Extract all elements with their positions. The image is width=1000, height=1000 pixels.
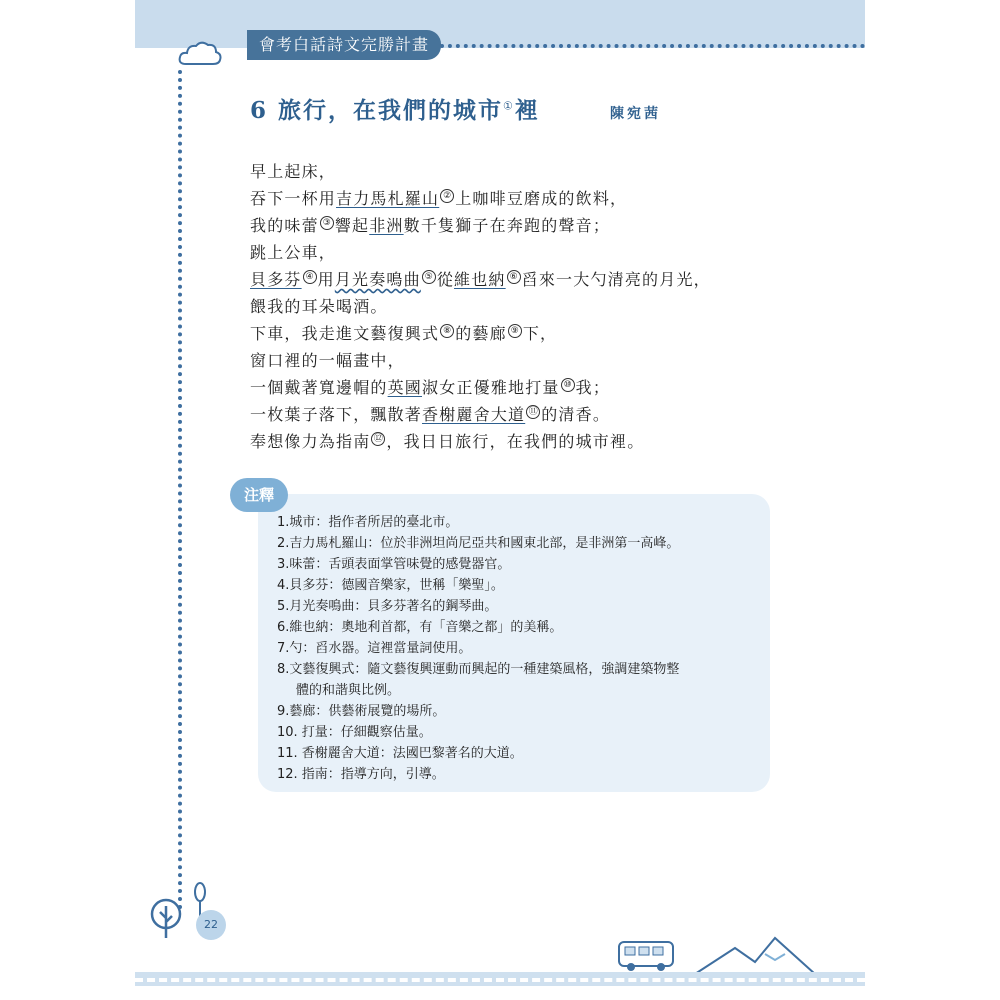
poem-line [250, 158, 711, 185]
left-dotted-line [178, 70, 182, 910]
poem-text: 的清香。 [541, 405, 611, 424]
poem-line [250, 266, 711, 293]
poem-text: 早上起床， [250, 162, 337, 181]
place-name: 香榭麗舍大道 [422, 405, 526, 424]
poem-text: 一個戴著寬邊帽的 [250, 378, 388, 397]
poem-text: 數千隻獅子在奔跑的聲音； [403, 216, 611, 235]
poem-line [250, 347, 711, 374]
note-item: 6.維也納：奧地利首都，有「音樂之都」的美稱。 [277, 620, 563, 635]
note-marker: ③ [320, 216, 334, 230]
note-marker: ⑨ [508, 324, 522, 338]
note-marker: ⑥ [507, 270, 521, 284]
note-marker: ⑫ [371, 432, 385, 446]
note-marker: ② [440, 189, 454, 203]
note-marker: ⑩ [561, 378, 575, 392]
note-item: 5.月光奏鳴曲：貝多芬著名的鋼琴曲。 [277, 599, 498, 614]
poem-text: 的藝廊 [455, 324, 507, 343]
poem-line [250, 239, 711, 266]
poem-line [250, 374, 711, 401]
note-item: 12. 指南：指導方向，引導。 [277, 767, 445, 782]
poem-line [250, 293, 711, 320]
series-title: 會考白話詩文完勝計畫 [247, 30, 441, 60]
footer-dashed-line [135, 978, 865, 982]
place-name: 非洲 [369, 216, 404, 235]
note-item: 4.貝多芬：德國音樂家，世稱「樂聖」。 [277, 578, 504, 593]
poem-text: 舀來一大勺清亮的月光， [521, 270, 711, 289]
poem-line [250, 185, 711, 212]
poem-text: 吞下一杯用 [250, 189, 337, 208]
note-item: 1.城市：指作者所居的臺北市。 [277, 515, 459, 530]
person-name: 貝多芬 [250, 270, 302, 289]
title-tail: 裡 [514, 97, 540, 124]
poem-body [250, 158, 711, 455]
title-text: 6 旅行，在我們的城市 [250, 97, 504, 124]
poem-text: 淑女正優雅地打量 [422, 378, 560, 397]
page-title [250, 92, 540, 125]
title-note: ① [503, 99, 515, 113]
note-item: 2.吉力馬札羅山：位於非洲坦尚尼亞共和國東北部，是非洲第一高峰。 [277, 536, 680, 551]
poem-text: 奉想像力為指南 [250, 432, 371, 451]
author-name: 陳宛茜 [610, 106, 661, 122]
poem-text: ，我日日旅行，在我們的城市裡。 [386, 432, 645, 451]
poem-line [250, 428, 711, 455]
poem-text: 上咖啡豆磨成的飲料， [455, 189, 628, 208]
header-dotted-line [440, 44, 865, 48]
poem-text: 下車，我走進文藝復興式 [250, 324, 440, 343]
note-item: 8.文藝復興式：隨文藝復興運動而興起的一種建築風格，強調建築物整 [277, 662, 680, 677]
note-item-continued: 體的和諧與比例。 [296, 683, 401, 698]
work-title: 月光奏鳴曲 [334, 270, 421, 289]
poem-text: 我； [575, 378, 611, 397]
note-item: 7.勺：舀水器。這裡當量詞使用。 [277, 641, 472, 656]
notes-list [277, 512, 679, 785]
poem-line [250, 212, 711, 239]
header-band [135, 0, 865, 48]
page-number: 22 [196, 910, 226, 940]
place-name: 英國 [387, 378, 423, 397]
poem-line [250, 401, 711, 428]
note-marker: ⑤ [422, 270, 436, 284]
note-item: 11. 香榭麗舍大道：法國巴黎著名的大道。 [277, 746, 523, 761]
poem-text: 跳上公車， [250, 243, 337, 262]
note-item: 10. 打量：仔細觀察估量。 [277, 725, 432, 740]
place-name: 維也納 [454, 270, 506, 289]
poem-text: 下， [522, 324, 558, 343]
poem-text: 我的味蕾 [250, 216, 319, 235]
bus-and-hills-icon [615, 930, 825, 978]
poem-text: 響起 [334, 216, 370, 235]
poem-text: 窗口裡的一幅畫中， [250, 351, 405, 370]
poem-text: 一枚葉子落下，飄散著 [250, 405, 423, 424]
place-name: 吉力馬札羅山 [336, 189, 440, 208]
note-item: 9.藝廊：供藝術展覽的場所。 [277, 704, 446, 719]
note-marker: ⑪ [526, 405, 540, 419]
notes-tag: 注釋 [230, 478, 288, 512]
note-item: 3.味蕾：舌頭表面掌管味覺的感覺器官。 [277, 557, 511, 572]
poem-text: 餵我的耳朵喝酒。 [250, 297, 388, 316]
cloud-icon [178, 40, 222, 68]
note-marker: ⑧ [440, 324, 454, 338]
poem-text: 從 [436, 270, 455, 289]
note-marker: ④ [303, 270, 317, 284]
poem-line [250, 320, 711, 347]
poem-text: 用 [317, 270, 335, 289]
